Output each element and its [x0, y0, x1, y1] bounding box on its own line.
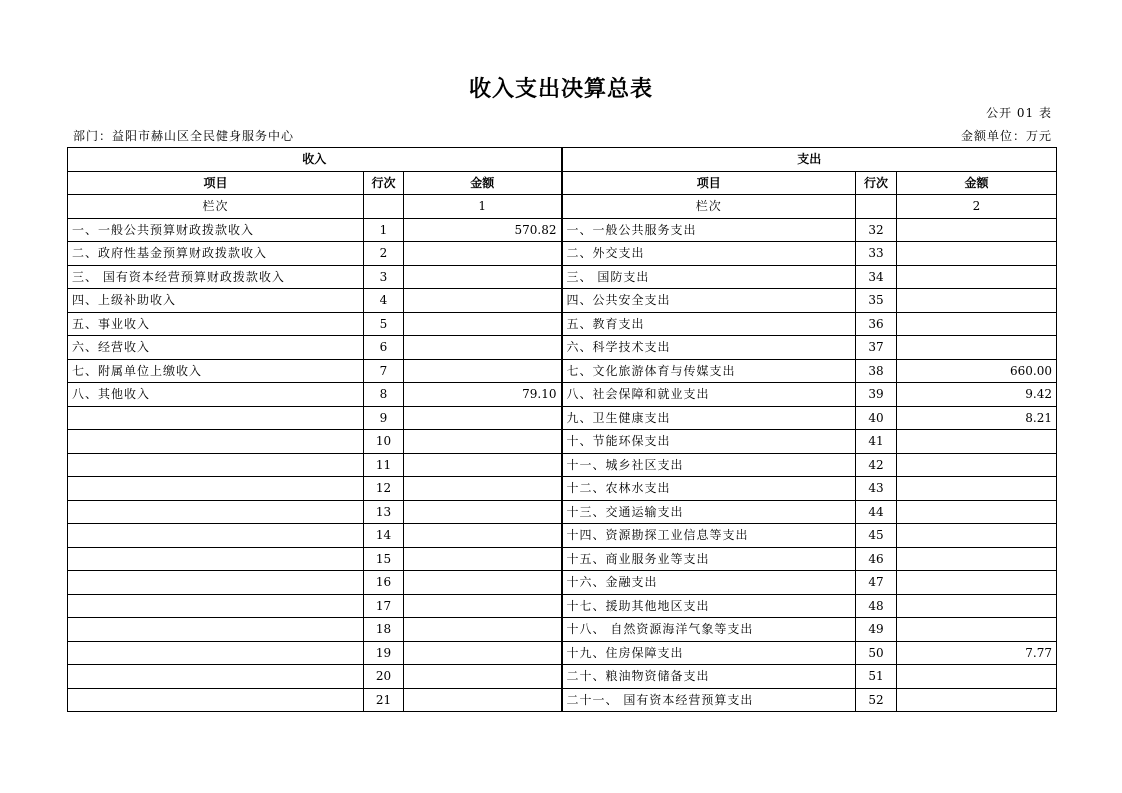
table-row	[68, 477, 1057, 501]
expense-amount-cell: 8.21	[897, 406, 1057, 430]
expense-amount-cell: 9.42	[897, 383, 1057, 407]
table-row	[68, 359, 1057, 383]
expense-line-cell: 34	[856, 265, 897, 289]
expense-item-cell: 六、科学技术支出	[562, 336, 856, 360]
expense-line-cell: 46	[856, 547, 897, 571]
income-amount-cell	[404, 618, 562, 642]
expense-line-cell: 33	[856, 242, 897, 266]
expense-item-cell: 十五、商业服务业等支出	[562, 547, 856, 571]
expense-line-cell: 51	[856, 665, 897, 689]
income-amount-cell: 570.82	[404, 218, 562, 242]
income-item-cell	[68, 688, 364, 712]
expense-amount-cell: 660.00	[897, 359, 1057, 383]
income-amount-cell	[404, 547, 562, 571]
table-row	[68, 406, 1057, 430]
expense-item-cell: 九、卫生健康支出	[562, 406, 856, 430]
expense-item-cell: 八、社会保障和就业支出	[562, 383, 856, 407]
expense-line-cell: 32	[856, 218, 897, 242]
income-line-cell: 1	[364, 218, 404, 242]
expense-amount-cell	[897, 571, 1057, 595]
income-lanci-label: 栏次	[68, 195, 364, 219]
expense-line-header: 行次	[856, 171, 897, 195]
expense-line-cell: 48	[856, 594, 897, 618]
form-number: 公开 01 表	[986, 106, 1052, 120]
income-amount-cell	[404, 359, 562, 383]
expense-line-cell: 41	[856, 430, 897, 454]
expense-amount-cell	[897, 336, 1057, 360]
department-label: 部门：益阳市赫山区全民健身服务中心	[73, 129, 295, 143]
expense-item-cell: 十、节能环保支出	[562, 430, 856, 454]
expense-line-cell: 50	[856, 641, 897, 665]
amount-unit-label: 金额单位：万元	[960, 129, 1052, 143]
table-row	[68, 242, 1057, 266]
income-amount-cell	[404, 289, 562, 313]
income-item-cell	[68, 406, 364, 430]
page-title: 收入支出决算总表	[468, 77, 653, 102]
table-row	[68, 430, 1057, 454]
expense-line-cell: 42	[856, 453, 897, 477]
income-line-cell: 14	[364, 524, 404, 548]
expense-item-cell: 四、公共安全支出	[562, 289, 856, 313]
income-amount-cell	[404, 336, 562, 360]
expense-amount-cell	[897, 477, 1057, 501]
income-line-cell: 10	[364, 430, 404, 454]
income-section-header: 收入	[68, 148, 562, 172]
income-expense-table	[67, 147, 1057, 712]
table-row	[68, 665, 1057, 689]
income-line-cell: 6	[364, 336, 404, 360]
expense-line-cell: 44	[856, 500, 897, 524]
income-line-cell: 20	[364, 665, 404, 689]
expense-line-cell: 45	[856, 524, 897, 548]
income-line-cell: 15	[364, 547, 404, 571]
income-line-cell: 3	[364, 265, 404, 289]
income-amount-cell	[404, 406, 562, 430]
expense-amount-cell	[897, 430, 1057, 454]
expense-amount-cell	[897, 688, 1057, 712]
table-row	[68, 594, 1057, 618]
expense-line-cell: 47	[856, 571, 897, 595]
expense-item-cell: 七、文化旅游体育与传媒支出	[562, 359, 856, 383]
income-amount-cell	[404, 265, 562, 289]
income-item-cell: 一、一般公共预算财政拨款收入	[68, 218, 364, 242]
expense-item-cell: 三、 国防支出	[562, 265, 856, 289]
income-column-number: 1	[404, 195, 562, 219]
table-row	[68, 453, 1057, 477]
table-row	[68, 571, 1057, 595]
income-amount-cell	[404, 524, 562, 548]
expense-amount-cell	[897, 500, 1057, 524]
expense-line-cell: 37	[856, 336, 897, 360]
income-item-header: 项目	[68, 171, 364, 195]
expense-amount-cell	[897, 524, 1057, 548]
expense-amount-cell	[897, 618, 1057, 642]
expense-amount-header: 金额	[897, 171, 1057, 195]
expense-lanci-label: 栏次	[562, 195, 856, 219]
expense-item-cell: 十八、 自然资源海洋气象等支出	[562, 618, 856, 642]
section-header-row	[68, 148, 1057, 172]
income-line-cell: 19	[364, 641, 404, 665]
expense-column-number: 2	[897, 195, 1057, 219]
expense-amount-cell	[897, 453, 1057, 477]
income-item-cell	[68, 547, 364, 571]
table-row	[68, 641, 1057, 665]
expense-line-cell: 43	[856, 477, 897, 501]
expense-section-header: 支出	[562, 148, 1057, 172]
income-item-cell	[68, 430, 364, 454]
income-item-cell	[68, 524, 364, 548]
income-amount-cell	[404, 312, 562, 336]
expense-item-cell: 十三、交通运输支出	[562, 500, 856, 524]
income-item-cell	[68, 618, 364, 642]
table-row	[68, 618, 1057, 642]
expense-amount-cell	[897, 312, 1057, 336]
income-item-cell: 五、事业收入	[68, 312, 364, 336]
income-amount-header: 金额	[404, 171, 562, 195]
income-amount-cell	[404, 641, 562, 665]
expense-lanci-line	[856, 195, 897, 219]
expense-line-cell: 35	[856, 289, 897, 313]
expense-item-cell: 十九、住房保障支出	[562, 641, 856, 665]
table-row	[68, 336, 1057, 360]
income-line-cell: 13	[364, 500, 404, 524]
income-amount-cell	[404, 688, 562, 712]
table-row	[68, 547, 1057, 571]
income-line-cell: 18	[364, 618, 404, 642]
expense-item-cell: 十二、农林水支出	[562, 477, 856, 501]
expense-item-header: 项目	[562, 171, 856, 195]
income-item-cell: 八、其他收入	[68, 383, 364, 407]
column-number-row	[68, 195, 1057, 219]
income-item-cell	[68, 665, 364, 689]
income-amount-cell: 79.10	[404, 383, 562, 407]
expense-amount-cell	[897, 289, 1057, 313]
income-item-cell: 六、经营收入	[68, 336, 364, 360]
income-line-cell: 5	[364, 312, 404, 336]
expense-item-cell: 二、外交支出	[562, 242, 856, 266]
table-row	[68, 218, 1057, 242]
expense-item-cell: 十六、金融支出	[562, 571, 856, 595]
expense-amount-cell	[897, 547, 1057, 571]
expense-item-cell: 五、教育支出	[562, 312, 856, 336]
table-row	[68, 289, 1057, 313]
expense-amount-cell	[897, 242, 1057, 266]
expense-item-cell: 十七、援助其他地区支出	[562, 594, 856, 618]
expense-amount-cell: 7.77	[897, 641, 1057, 665]
expense-amount-cell	[897, 594, 1057, 618]
income-line-cell: 12	[364, 477, 404, 501]
expense-item-cell: 一、一般公共服务支出	[562, 218, 856, 242]
table-row	[68, 688, 1057, 712]
income-amount-cell	[404, 453, 562, 477]
income-line-cell: 8	[364, 383, 404, 407]
expense-line-cell: 38	[856, 359, 897, 383]
income-item-cell	[68, 641, 364, 665]
expense-line-cell: 39	[856, 383, 897, 407]
expense-item-cell: 十四、资源勘探工业信息等支出	[562, 524, 856, 548]
table-row	[68, 312, 1057, 336]
expense-line-cell: 52	[856, 688, 897, 712]
expense-item-cell: 二十一、 国有资本经营预算支出	[562, 688, 856, 712]
income-item-cell	[68, 500, 364, 524]
expense-item-cell: 二十、粮油物资储备支出	[562, 665, 856, 689]
income-line-cell: 17	[364, 594, 404, 618]
income-amount-cell	[404, 594, 562, 618]
income-item-cell	[68, 477, 364, 501]
table-row	[68, 383, 1057, 407]
table-row	[68, 265, 1057, 289]
income-item-cell	[68, 571, 364, 595]
income-line-cell: 21	[364, 688, 404, 712]
expense-line-cell: 36	[856, 312, 897, 336]
income-item-cell: 七、附属单位上缴收入	[68, 359, 364, 383]
income-amount-cell	[404, 477, 562, 501]
income-item-cell	[68, 453, 364, 477]
income-line-cell: 9	[364, 406, 404, 430]
income-item-cell: 四、上级补助收入	[68, 289, 364, 313]
expense-line-cell: 49	[856, 618, 897, 642]
income-amount-cell	[404, 430, 562, 454]
expense-amount-cell	[897, 665, 1057, 689]
income-item-cell	[68, 594, 364, 618]
expense-line-cell: 40	[856, 406, 897, 430]
table-row	[68, 500, 1057, 524]
income-item-cell: 三、 国有资本经营预算财政拨款收入	[68, 265, 364, 289]
income-line-header: 行次	[364, 171, 404, 195]
income-lanci-line	[364, 195, 404, 219]
table-row	[68, 524, 1057, 548]
expense-item-cell: 十一、城乡社区支出	[562, 453, 856, 477]
income-amount-cell	[404, 242, 562, 266]
income-amount-cell	[404, 571, 562, 595]
income-line-cell: 16	[364, 571, 404, 595]
expense-amount-cell	[897, 265, 1057, 289]
column-header-row	[68, 171, 1057, 195]
income-line-cell: 7	[364, 359, 404, 383]
income-line-cell: 2	[364, 242, 404, 266]
income-line-cell: 11	[364, 453, 404, 477]
income-line-cell: 4	[364, 289, 404, 313]
income-amount-cell	[404, 500, 562, 524]
income-item-cell: 二、政府性基金预算财政拨款收入	[68, 242, 364, 266]
income-amount-cell	[404, 665, 562, 689]
expense-amount-cell	[897, 218, 1057, 242]
